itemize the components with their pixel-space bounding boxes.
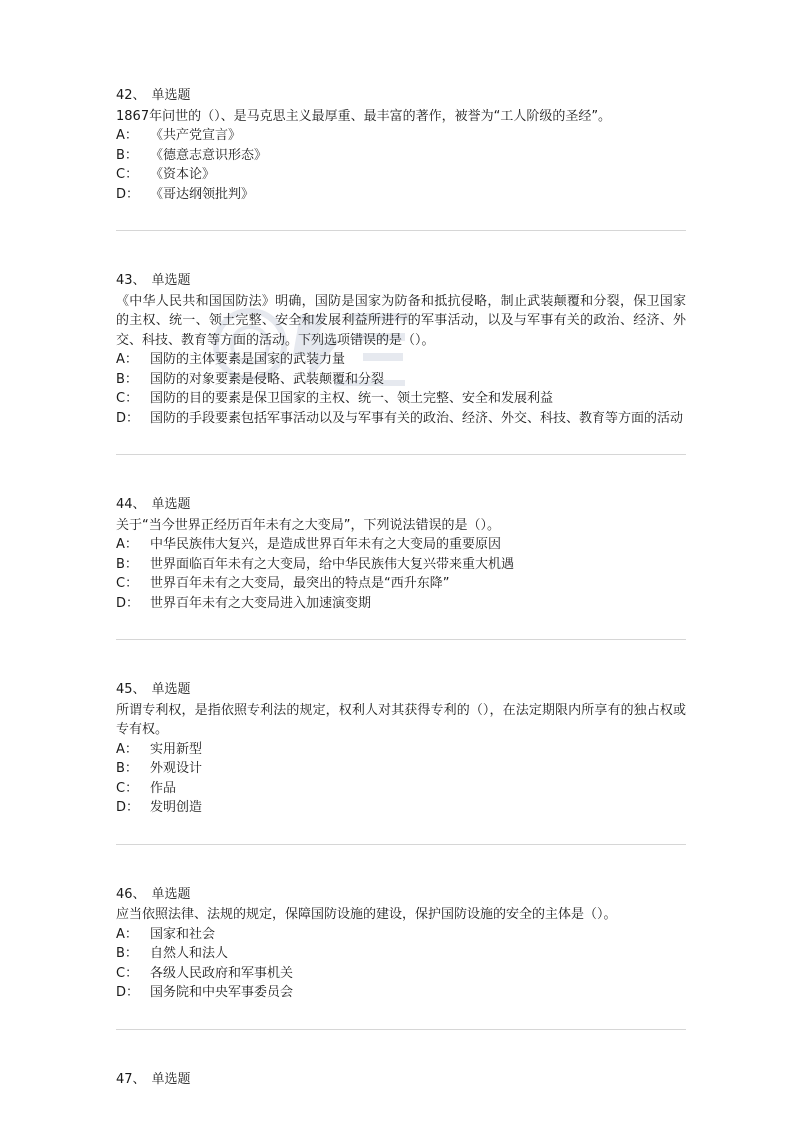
question-number: 44、 bbox=[116, 497, 146, 512]
exam-page bbox=[116, 86, 686, 1090]
question-stem: 1867年问世的（）、是马克思主义最厚重、最丰富的著作，被誉为“工人阶级的圣经”。 bbox=[116, 108, 612, 124]
question-44 bbox=[116, 495, 686, 613]
question-header bbox=[116, 271, 686, 291]
option-b[interactable] bbox=[116, 759, 686, 779]
question-type: 单选题 bbox=[151, 497, 191, 512]
option-text: 国防的手段要素包括军事活动以及与军事有关的政治、经济、外交、科技、教育等方面的活动 bbox=[150, 410, 684, 426]
question-header bbox=[116, 86, 686, 106]
option-key: A： bbox=[116, 926, 138, 942]
question-number: 46、 bbox=[116, 886, 146, 902]
option-c[interactable] bbox=[116, 574, 686, 594]
question-type: 单选题 bbox=[151, 88, 191, 103]
question-header bbox=[116, 1070, 686, 1090]
option-text: 国防的目的要素是保卫国家的主权、统一、领土完整、安全和发展利益 bbox=[150, 391, 554, 406]
option-text: 国家和社会 bbox=[150, 926, 216, 942]
option-text: 《德意志意识形态》 bbox=[150, 147, 268, 163]
option-a[interactable] bbox=[116, 126, 686, 146]
option-key: B： bbox=[116, 147, 138, 163]
option-d[interactable] bbox=[116, 594, 686, 614]
question-header bbox=[116, 885, 686, 905]
option-d[interactable] bbox=[116, 798, 686, 818]
option-b[interactable] bbox=[116, 555, 686, 575]
question-stem: 关于“当今世界正经历百年未有之大变局”，下列说法错误的是（）。 bbox=[116, 517, 500, 533]
option-text: 作品 bbox=[150, 780, 177, 796]
option-text: 世界面临百年未有之大变局，给中华民族伟大复兴带来重大机遇 bbox=[150, 556, 515, 572]
question-46 bbox=[116, 885, 686, 1003]
option-key: A： bbox=[116, 352, 138, 367]
question-header bbox=[116, 495, 686, 515]
option-key: B： bbox=[116, 556, 138, 572]
option-key: C： bbox=[116, 391, 139, 406]
option-text: 外观设计 bbox=[150, 761, 203, 776]
option-text: 《资本论》 bbox=[150, 167, 216, 182]
option-d[interactable] bbox=[116, 983, 686, 1003]
option-text: 自然人和法人 bbox=[150, 946, 229, 961]
option-key: C： bbox=[116, 167, 139, 182]
option-d[interactable] bbox=[116, 409, 686, 429]
option-text: 《哥达纲领批判》 bbox=[150, 186, 255, 202]
option-a[interactable] bbox=[116, 350, 686, 370]
option-text: 国防的对象要素是侵略、武装颠覆和分裂 bbox=[150, 371, 385, 387]
question-type: 单选题 bbox=[151, 682, 191, 697]
option-key: B： bbox=[116, 371, 138, 387]
option-key: D： bbox=[116, 800, 140, 815]
option-key: A： bbox=[116, 741, 138, 757]
question-type: 单选题 bbox=[151, 886, 191, 902]
option-key: B： bbox=[116, 761, 138, 776]
option-text: 国务院和中央军事委员会 bbox=[150, 985, 294, 1000]
question-type: 单选题 bbox=[151, 1071, 191, 1087]
option-text: 世界百年未有之大变局进入加速演变期 bbox=[150, 595, 372, 611]
option-key: A： bbox=[116, 128, 138, 143]
question-stem: 《中华人民共和国国防法》明确，国防是国家为防备和抵抗侵略，制止武装颠覆和分裂，保卫国家的主权、统一、领土完整、安全和发展利益所进行的军事活动，以及与军事有关的政治、经济、外交、科技、教育等方面的活动。下列选项错误的是（）。 bbox=[116, 293, 686, 348]
option-key: C： bbox=[116, 965, 139, 981]
option-text: 发明创造 bbox=[150, 800, 203, 815]
question-stem: 应当依照法律、法规的规定，保障国防设施的建设，保护国防设施的安全的主体是（）。 bbox=[116, 907, 617, 922]
option-text: 中华民族伟大复兴，是造成世界百年未有之大变局的重要原因 bbox=[150, 537, 502, 552]
option-text: 实用新型 bbox=[150, 741, 203, 757]
option-key: B： bbox=[116, 946, 138, 961]
question-45 bbox=[116, 680, 686, 818]
option-c[interactable] bbox=[116, 964, 686, 984]
option-key: D： bbox=[116, 410, 140, 426]
option-text: 国防的主体要素是国家的武装力量 bbox=[150, 352, 346, 367]
option-key: D： bbox=[116, 985, 140, 1000]
option-text: 各级人民政府和军事机关 bbox=[150, 965, 294, 981]
option-a[interactable] bbox=[116, 535, 686, 555]
option-c[interactable] bbox=[116, 389, 686, 409]
option-b[interactable] bbox=[116, 370, 686, 390]
option-c[interactable] bbox=[116, 779, 686, 799]
question-type: 单选题 bbox=[151, 273, 191, 288]
option-text: 《共产党宣言》 bbox=[150, 128, 242, 143]
option-a[interactable] bbox=[116, 925, 686, 945]
question-number: 43、 bbox=[116, 273, 146, 288]
option-key: D： bbox=[116, 186, 140, 202]
option-a[interactable] bbox=[116, 740, 686, 760]
option-text: 世界百年未有之大变局，最突出的特点是“西升东降” bbox=[150, 576, 450, 591]
question-42 bbox=[116, 86, 686, 204]
question-number: 42、 bbox=[116, 88, 146, 103]
option-b[interactable] bbox=[116, 944, 686, 964]
question-header bbox=[116, 680, 686, 700]
option-key: C： bbox=[116, 576, 139, 591]
question-47 bbox=[116, 1070, 686, 1090]
option-c[interactable] bbox=[116, 165, 686, 185]
option-b[interactable] bbox=[116, 146, 686, 166]
option-key: D： bbox=[116, 595, 140, 611]
question-number: 47、 bbox=[116, 1071, 146, 1087]
option-d[interactable] bbox=[116, 185, 686, 205]
option-key: C： bbox=[116, 780, 139, 796]
option-key: A： bbox=[116, 537, 138, 552]
question-stem: 所谓专利权，是指依照专利法的规定，权利人对其获得专利的（），在法定期限内所享有的独占权或专有权。 bbox=[116, 702, 686, 737]
question-number: 45、 bbox=[116, 682, 146, 697]
question-43 bbox=[116, 271, 686, 428]
